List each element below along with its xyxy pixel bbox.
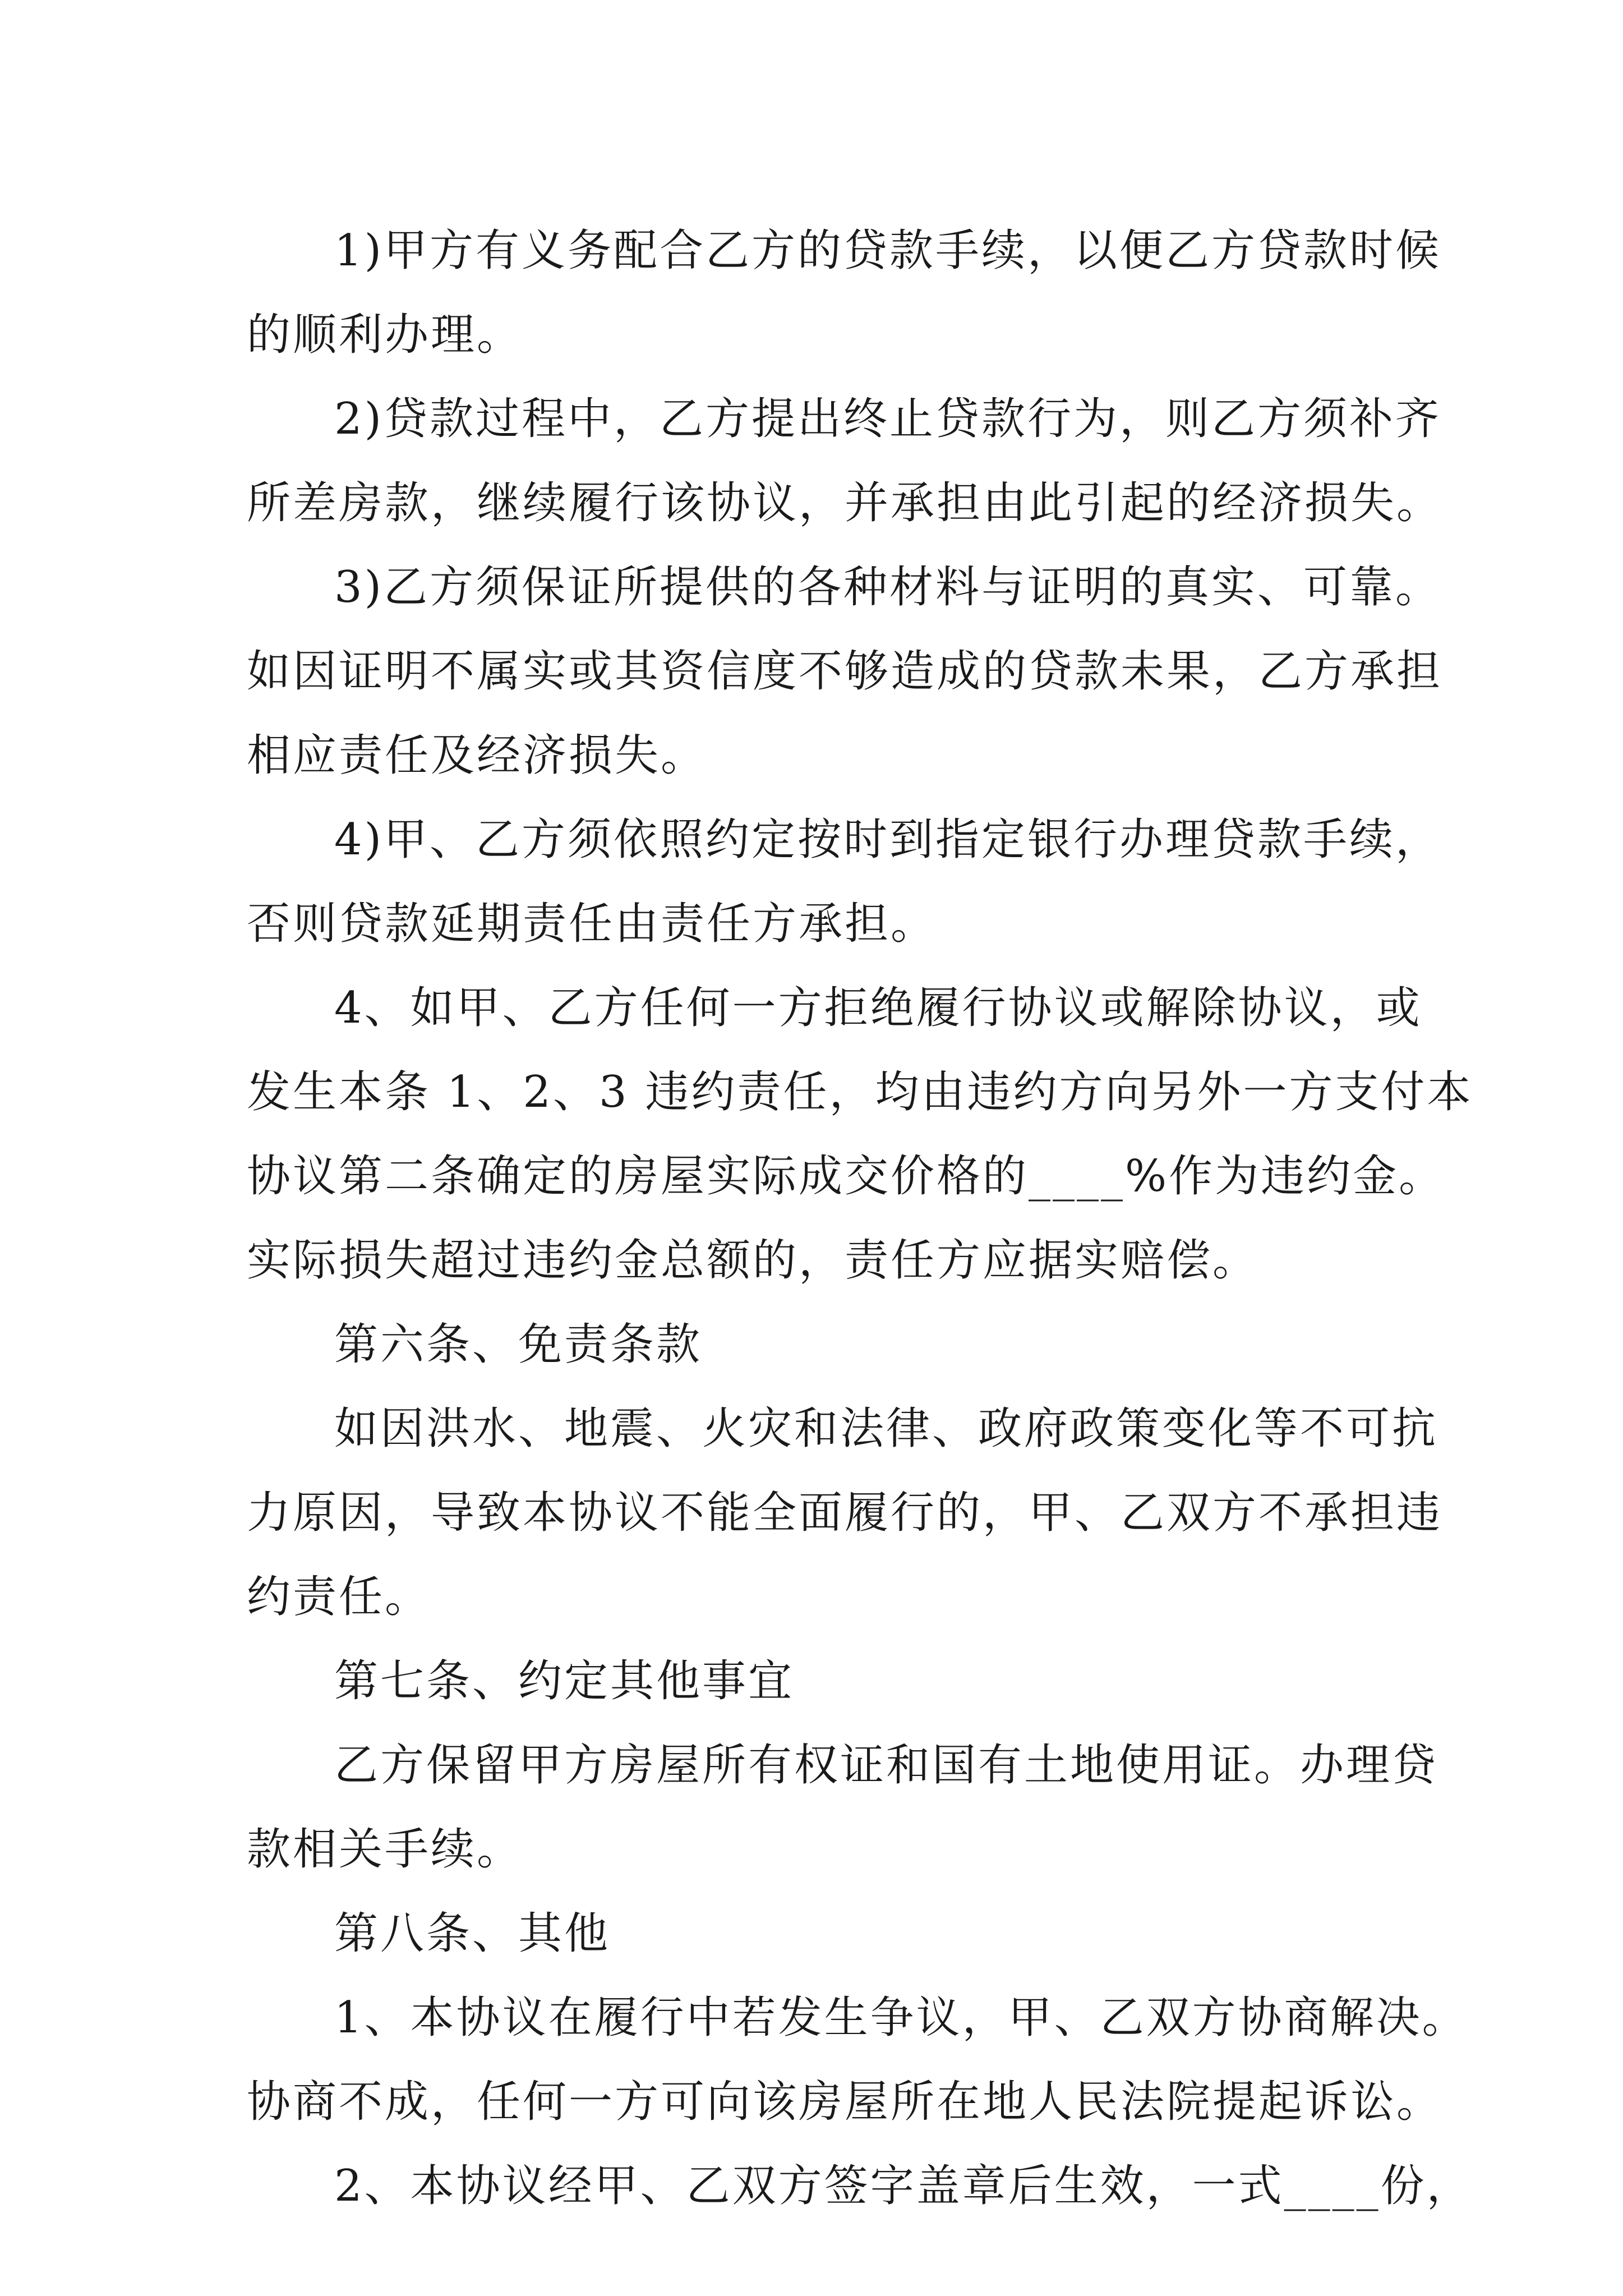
text-line: 4)甲、乙方须依照约定按时到指定银行办理贷款手续， [334,815,1442,865]
text-line: 款相关手续。 [247,1824,523,1875]
text-line: 3)乙方须保证所提供的各种材料与证明的真实、可靠。 [334,562,1442,613]
text-line: 如因洪水、地震、火灾和法律、政府政策变化等不可抗 [334,1404,1438,1454]
text-line: 1、本协议在履行中若发生争议，甲、乙双方协商解决。 [334,1993,1468,2043]
section-heading: 第七条、约定其他事宜 [334,1656,795,1706]
section-heading: 第六条、免责条款 [334,1319,703,1370]
text-line: 协商不成，任何一方可向该房屋所在地人民法院提起诉讼。 [247,2077,1443,2127]
text-line: 协议第二条确定的房屋实际成交价格的____%作为违约金。 [247,1151,1445,1202]
text-line: 否则贷款延期责任由责任方承担。 [247,899,937,949]
text-line: 相应责任及经济损失。 [247,730,707,781]
text-line: 发生本条 1、2、3 违约责任，均由违约方向另外一方支付本 [247,1067,1473,1117]
text-line: 的顺利办理。 [247,310,523,360]
text-line: 乙方保留甲方房屋所有权证和国有土地使用证。办理贷 [334,1740,1438,1791]
text-line: 约责任。 [247,1572,431,1622]
text-line: 1)甲方有义务配合乙方的贷款手续，以便乙方贷款时候 [334,226,1442,276]
text-line: 4、如甲、乙方任何一方拒绝履行协议或解除协议，或 [334,983,1422,1033]
text-line: 2)贷款过程中，乙方提出终止贷款行为，则乙方须补齐 [334,394,1442,444]
text-line: 所差房款，继续履行该协议，并承担由此引起的经济损失。 [247,478,1443,528]
text-line: 2、本协议经甲、乙双方签字盖章后生效，一式____份， [334,2161,1473,2211]
text-line: 如因证明不属实或其资信度不够造成的贷款未果，乙方承担 [247,646,1443,697]
document-body [247,209,1473,2228]
text-line: 实际损失超过违约金总额的，责任方应据实赔偿。 [247,1235,1259,1286]
text-line: 力原因，导致本协议不能全面履行的，甲、乙双方不承担违 [247,1488,1443,1538]
section-heading: 第八条、其他 [334,1908,611,1959]
